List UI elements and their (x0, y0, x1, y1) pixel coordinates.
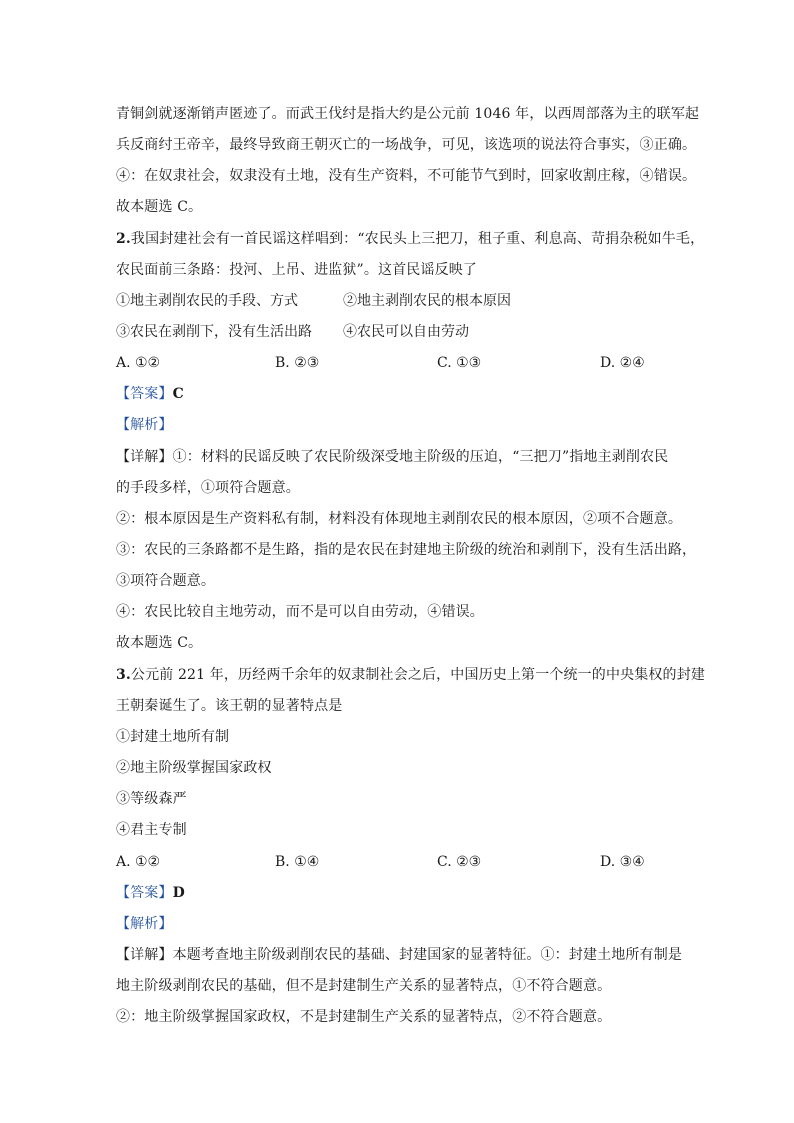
option-a: A. ①② (116, 854, 161, 870)
text-line: 故本题选 C。 (116, 199, 203, 215)
answer-tag: 【答案】 (116, 386, 173, 402)
answer-line (116, 884, 686, 902)
detail-line: 地主阶级剥削农民的基础，但不是封建制生产关系的显著特点，①不符合题意。 (116, 978, 612, 994)
detail-line: ③：农民的三条路都不是生路，指的是农民在封建地主阶级的统治和剥削下，没有生活出路， (116, 542, 697, 558)
answer-line (116, 385, 686, 403)
detail-line: ②：根本原因是生产资料私有制，材料没有体现地主剥削农民的根本原因，②项不合题意。 (116, 511, 682, 527)
text-line: 兵反商纣王帝辛，最终导致商王朝灭亡的一场战争，可见，该选项的说法符合事实，③正确。 (116, 137, 697, 153)
question-2-stem-cont: 农民面前三条路：投河、上吊、进监狱”。这首民谣反映了 (116, 262, 478, 278)
statement-3: ③农民在剥削下，没有生活出路 (116, 324, 312, 340)
option-b: B. ①④ (275, 854, 320, 870)
option-d: D. ③④ (600, 854, 645, 870)
statement-3: ③等级森严 (116, 791, 187, 807)
detail-tag: 【详解】 (116, 947, 173, 963)
statement-4: ④农民可以自由劳动 (343, 324, 469, 340)
statement-1: ①封建土地所有制 (116, 729, 230, 745)
statement-2: ②地主阶级掌握国家政权 (116, 760, 272, 776)
statement-1: ①地主剥削农民的手段、方式 (116, 293, 298, 309)
answer-tag: 【答案】 (116, 885, 173, 901)
detail-line: 的手段多样，①项符合题意。 (116, 480, 300, 496)
option-c: C. ②③ (437, 854, 482, 870)
detail-line: 故本题选 C。 (116, 635, 203, 651)
answer-value: C (172, 386, 184, 402)
detail-line: 【详解】①：材料的民谣反映了农民阶级深受地主阶级的压迫，“三把刀”指地主剥削农民 (116, 449, 669, 465)
statement-2: ②地主剥削农民的根本原因 (343, 293, 511, 309)
question-3-stem-cont: 王朝秦诞生了。该王朝的显著特点是 (116, 698, 343, 714)
detail-tag: 【详解】 (116, 449, 173, 465)
detail-line: ②：地主阶级掌握国家政权，不是封建制生产关系的显著特点，②不符合题意。 (116, 1009, 612, 1025)
text-line: ④：在奴隶社会，奴隶没有土地，没有生产资料，不可能节气到时，回家收割庄稼，④错误。 (116, 168, 697, 184)
analysis-tag: 【解析】 (116, 916, 173, 932)
question-number: 3. (116, 667, 131, 683)
option-d: D. ②④ (600, 355, 645, 371)
question-number: 2. (116, 231, 131, 247)
answer-value: D (172, 885, 185, 901)
detail-line: ③项符合题意。 (116, 573, 216, 589)
detail-line: 【详解】本题考查地主阶级剥削农民的基础、封建国家的显著特征。①：封建土地所有制是 (116, 947, 683, 963)
analysis-tag: 【解析】 (116, 417, 173, 433)
statement-4: ④君主专制 (116, 822, 187, 838)
question-3-stem: 3.公元前 221 年，历经两千余年的奴隶制社会之后，中国历史上第一个统一的中央集权的封建 (116, 667, 705, 683)
option-c: C. ①③ (437, 355, 482, 371)
question-2-stem: 2.我国封建社会有一首民谣这样唱到：“农民头上三把刀，租子重、利息高、苛捐杂税如牛毛， (116, 231, 705, 247)
text-line: 青铜剑就逐渐销声匿迹了。而武王伐纣是指大约是公元前 1046 年，以西周部落为主的联军起 (116, 106, 700, 122)
option-a: A. ①② (116, 355, 161, 371)
option-b: B. ②③ (275, 355, 320, 371)
detail-line: ④：农民比较自主地劳动，而不是可以自由劳动，④错误。 (116, 604, 484, 620)
